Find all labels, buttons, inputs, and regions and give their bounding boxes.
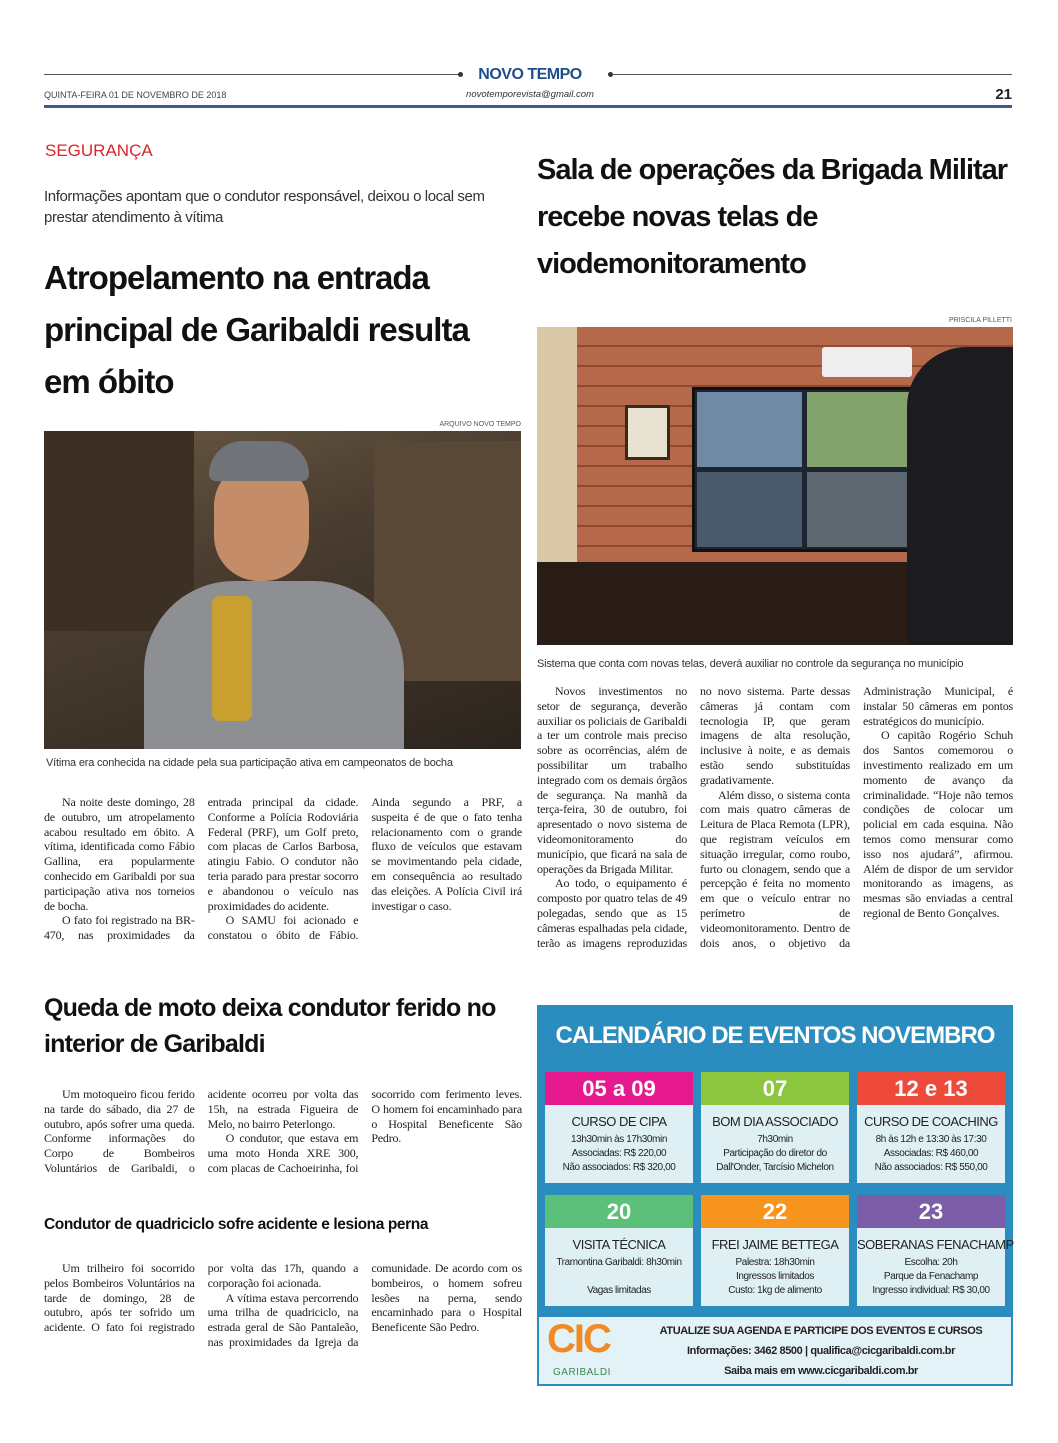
event-detail: 13h30min às 17h30min <box>571 1134 667 1145</box>
header-rule <box>44 74 460 75</box>
article-body <box>537 684 1013 950</box>
event-detail: Não associados: R$ 550,00 <box>874 1162 988 1173</box>
event-title: CURSO DE CIPA <box>571 1114 667 1129</box>
ad-title: CALENDÁRIO DE EVENTOS NOVEMBRO <box>555 1022 995 1049</box>
photo-credit: ARQUIVO NOVO TEMPO <box>439 421 521 428</box>
header-bar <box>44 105 1012 108</box>
photo-caption: Vítima era conhecida na cidade pela sua participação ativa em campeonatos de bocha <box>46 757 453 769</box>
event-detail: Ingressos limitados <box>736 1271 814 1282</box>
paragraph: O SAMU foi acionado e constatou o óbito de Fábio. Ainda segundo a PRF, a suspeita é de que o fato tenha relacionamento com o grande fluxo de veículos que estavam se movimentando pela cidade, em consequência ao resultado das eleições. A Polícia Civil irá investigar o caso. <box>207 795 522 943</box>
event-detail: Vagas limitadas <box>587 1285 651 1296</box>
article-body <box>44 1087 522 1176</box>
photo-credit: PRISCILA PILLETTI <box>948 317 1012 324</box>
event-title: FREI JAIME BETTEGA <box>711 1237 839 1252</box>
event-date: 12 e 13 <box>857 1072 1005 1105</box>
article-body <box>44 1261 522 1350</box>
event-card <box>857 1195 1014 1306</box>
event-detail: Palestra: 18h30min <box>735 1257 815 1268</box>
event-detail: Não associados: R$ 320,00 <box>562 1162 676 1173</box>
article-kicker: Informações apontam que o condutor responsável, deixou o local sem prestar atendimento à vítima <box>44 188 485 226</box>
victim-photo <box>44 431 521 749</box>
event-detail: 8h às 12h e 13:30 às 17:30 <box>875 1134 987 1145</box>
paragraph: Na noite deste domingo, 28 de outubro, um atropelamento acabou resultado em óbito. A vítima, identificada como Fábio Gallina, era popularmente conhecido em Garibaldi por sua participação ativa nos torneios de bocha. <box>44 795 195 913</box>
contact-email: novotemporevista@gmail.com <box>466 89 594 100</box>
header-rule <box>612 74 1012 75</box>
events-calendar-ad <box>537 1005 1013 1386</box>
section-label: SEGURANÇA <box>45 141 153 160</box>
article-headline: Queda de moto deixa condutor ferido no interior de Garibaldi <box>44 994 496 1058</box>
event-title: SOBERANAS FENACHAMP <box>857 1237 1014 1252</box>
article-headline: Condutor de quadriciclo sofre acidente e lesiona perna <box>44 1216 429 1233</box>
event-card <box>857 1072 1005 1183</box>
paper-name: NOVO TEMPO <box>478 66 582 83</box>
paragraph: O capitão Rogério Schuh dos Santos comemorou o investimento realizado em um momento de avanço da criminalidade. “Hoje não temos condições de colocar um policial em cada esquina. Não temos como mensurar como isso nos ajudará”, afirmou. Além de dispor de um servidor monitorando as imagens, as mesmas são enviadas a central regional de Bento Gonçalves. <box>863 728 1013 920</box>
paragraph: O fato foi registrado na BR-470, nas proximidades da entrada principal da cidade. Conforme a Polícia Rodoviária Federal (PRF), um Golf preto, com placas de Carlos Barbosa, atingiu Fabio. O condutor não teria parado para prestar socorro e abandonou o veículo nas proximidades do acidente. <box>44 795 359 943</box>
event-detail: 7h30min <box>757 1134 793 1145</box>
event-date: 23 <box>857 1195 1005 1228</box>
paragraph: Um trilheiro foi socorrido pelos Bombeiros Voluntários na tarde de domingo, 28 de outubro, após ter sofrido um acidente. O fato foi registrado por volta das 17h, quando a corporação foi acionada. <box>44 1261 359 1335</box>
photo-caption: Sistema que conta com novas telas, deverá auxiliar no controle da segurança no município <box>537 658 964 670</box>
event-date: 05 a 09 <box>545 1072 693 1105</box>
event-title: VISITA TÉCNICA <box>572 1237 666 1252</box>
event-detail: Custo: 1kg de alimento <box>728 1285 822 1296</box>
article-headline: Sala de operações da Brigada Militar recebe novas telas de viodemonitoramento <box>537 154 1008 280</box>
paragraph: Além disso, o sistema conta com mais quatro câmeras de Leitura de Placa Remota (LPR), que registram veículos em situação irregular, como roubo, furto ou clonagem, sendo que a percepção é feita no momento em que o veículo entrar no perímetro de videomonitoramento. Dentro de dois anos, o objetivo da Administração Municipal, é instalar 50 câmeras em pontos estratégicos do município. <box>700 684 1013 950</box>
article-headline: Atropelamento na entrada principal de Garibaldi resulta em óbito <box>44 259 469 400</box>
ad-footer-website: Saiba mais em www.cicgaribaldi.com.br <box>724 1365 918 1377</box>
event-date: 20 <box>545 1195 693 1228</box>
paragraph: Ao todo, o equipamento é composto por quatro telas de 49 polegadas, sendo que as 15 câmeras espalhadas pela cidade, terão as imagens reproduzidas no novo sistema. Parte dessas câmeras já contam com tecnologia IP, que geram imagens de alta resolução, inclusive à noite, e as demais estão sendo substituídas gradativamente. <box>537 684 850 950</box>
paragraph: O condutor, que estava em uma moto Honda XRE 300, com placas de Cachoeirinha, foi socorrido com ferimento leves. O homem foi encaminhado para o Hospital Beneficente São Pedro. <box>207 1087 522 1175</box>
event-detail: Parque da Fenachamp <box>883 1271 979 1282</box>
event-card <box>701 1072 849 1183</box>
cic-logo: CIC <box>547 1317 610 1361</box>
cic-logo-sub: GARIBALDI <box>553 1367 611 1378</box>
event-detail: Dall'Onder, Tarcísio Michelon <box>716 1162 834 1173</box>
event-card <box>545 1195 693 1306</box>
paragraph: Novos investimentos no setor de segurança, deverão auxiliar os policiais de Garibaldi a ter um controle mais preciso sobre as ocorrências, além de possibilitar um trabalho integrado com os demais órgãos de segurança. Na manhã da terça-feira, 30 de outubro, foi apresentado o novo sistema de videomonitoramento do município, que ficará na sala de operações da Brigada Militar. <box>537 684 687 876</box>
event-detail: Escolha: 20h <box>904 1257 958 1268</box>
operations-room-photo <box>537 327 1013 645</box>
paragraph: Um motoqueiro ficou ferido na tarde do sábado, dia 27 de outubro, após sofrer uma queda. Conforme informações do Corpo de Bombeiros Voluntários de Garibaldi, o acidente ocorreu por volta das 15h, na estrada Figueira de Melo, no bairro Peterlongo. <box>44 1087 359 1175</box>
ad-footer-line: ATUALIZE SUA AGENDA E PARTICIPE DOS EVENTOS E CURSOS <box>659 1325 983 1337</box>
event-detail: Tramontina Garibaldi: 8h30min <box>556 1257 682 1268</box>
ad-footer <box>539 1317 1011 1384</box>
event-card <box>545 1072 693 1183</box>
event-detail: Associadas: R$ 220,00 <box>571 1148 667 1159</box>
event-date: 22 <box>701 1195 849 1228</box>
event-title: CURSO DE COACHING <box>864 1114 998 1129</box>
article-body <box>44 795 522 943</box>
event-card <box>701 1195 849 1306</box>
event-detail: Associadas: R$ 460,00 <box>883 1148 979 1159</box>
event-detail <box>545 1270 693 1284</box>
event-detail: Participação do diretor do <box>723 1148 827 1159</box>
paragraph: A vítima estava percorrendo uma trilha de quadriciclo, na estrada geral de São Pantaleão, nas proximidades da Igreja da comunidade. De acordo com os bombeiros, o homem sofreu lesões na perna, sendo encaminhado para o Hospital Beneficente São Pedro. <box>207 1261 522 1349</box>
event-date: 07 <box>701 1072 849 1105</box>
issue-date: QUINTA-FEIRA 01 DE NOVEMBRO DE 2018 <box>44 90 227 100</box>
page-number: 21 <box>995 86 1012 103</box>
event-detail: Ingresso individual: R$ 30,00 <box>872 1285 990 1296</box>
ad-footer-contact: Informações: 3462 8500 | qualifica@cicgaribaldi.com.br <box>687 1345 955 1357</box>
header-dot <box>458 72 463 77</box>
event-title: BOM DIA ASSOCIADO <box>712 1114 838 1129</box>
